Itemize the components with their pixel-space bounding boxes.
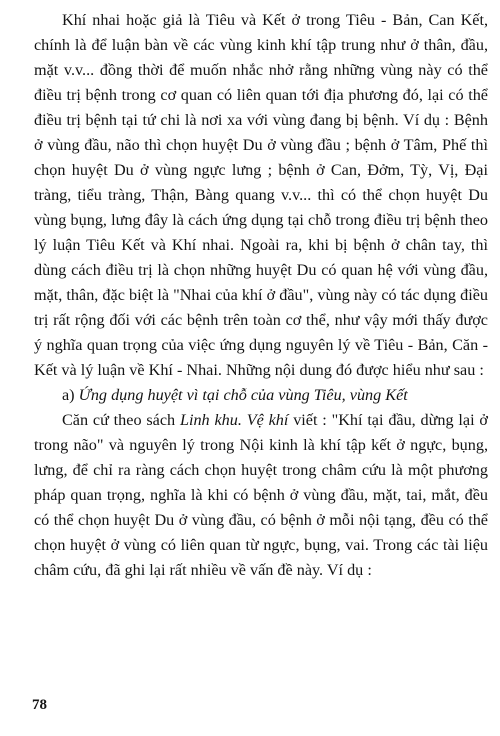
paragraph-citation xyxy=(34,408,488,583)
paragraph-citation-lead: Căn cứ theo sách xyxy=(62,411,180,429)
body-text xyxy=(34,8,488,583)
section-number: a) xyxy=(62,386,75,404)
section-title: Ứng dụng huyệt vì tại chỗ của vùng Tiêu, vùng Kết xyxy=(78,386,408,404)
page-number: 78 xyxy=(32,697,47,713)
paragraph-intro: Khí nhai hoặc giả là Tiêu và Kết ở trong Tiêu - Bản, Can Kết, chính là để luận bàn về các vùng kinh khí tập trung như ở thân, đầu, mặt v.v... đồng thời để muốn nhắc nhở rằng những vùng này có thể điều trị bệnh trong cơ quan có liên quan tới địa phương đó, lại có thể điều trị bệnh tại tứ chi là nơi xa với vùng đang bị bệnh. Ví dụ : Bệnh ở vùng đầu, não thì chọn huyệt Du ở vùng đầu ; bệnh ở Tâm, Phế thì chọn huyệt Du ở vùng ngực lưng ; bệnh ở Can, Đởm, Tỳ, Vị, Đại tràng, tiểu tràng, Thận, Bàng quang v.v... thì có thể chọn huyệt Du vùng bụng, lưng đây là cách ứng dụng tại chỗ trong điều trị bệnh theo lý luận Tiêu Kết và Khí nhai. Ngoài ra, khi bị bệnh ở chân tay, thì dùng cách điều trị là chọn những huyệt Du có quan hệ với vùng đầu, mặt, thân, đặc biệt là "Nhai của khí ở đầu", vùng này có tác dụng điều trị rất rộng đối với các bệnh trên toàn cơ thể, như vậy mới thấy được ý nghĩa quan trọng của việc ứng dụng nguyên lý về Tiêu - Bản, Căn - Kết và lý luận về Khí - Nhai. Những nội dung đó được hiểu như sau : xyxy=(34,11,488,379)
paragraph-citation-body: viết : "Khí tại đầu, dừng lại ở trong não" và nguyên lý trong Nội kinh là khí tập kết ở ngực, bụng, lưng, để chỉ ra ràng cách chọn huyệt trong châm cứu là một phương pháp quan trọng, nghĩa là khi có bệnh ở vùng đầu, mặt, tai, mắt, đều có thể chọn huyệt Du ở vùng đầu, có bệnh ở mỗi nội tạng, đều có thể chọn huyệt ở vùng có liên quan từ ngực, bụng, vai. Trong các tài liệu châm cứu, đã ghi lại rất nhiều về vấn đề này. Ví dụ : xyxy=(34,411,488,579)
section-heading xyxy=(34,383,488,408)
book-title: Linh khu. Vệ khí xyxy=(179,411,289,429)
